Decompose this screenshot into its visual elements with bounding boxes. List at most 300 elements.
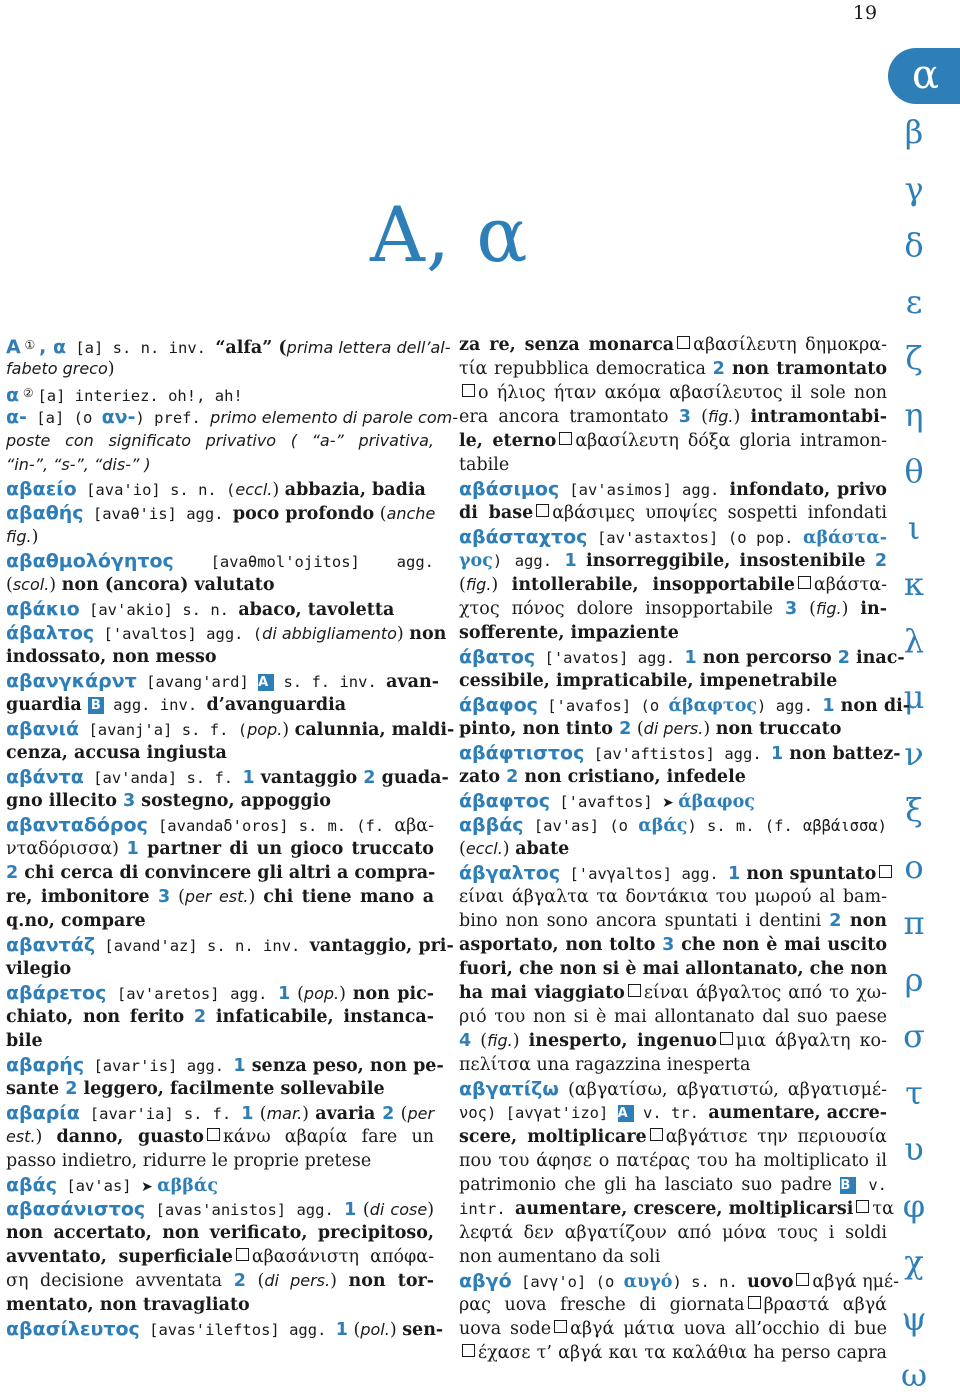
entry-text: le, eterno — [459, 431, 557, 451]
entry-text: βραστά αβγά — [763, 1295, 888, 1315]
entry-text: αβάσιμες υποψίες sospetti infondati — [552, 503, 887, 523]
letter-tab[interactable]: σ — [903, 1017, 925, 1055]
entry-text: scere, moltiplicare — [459, 1127, 647, 1147]
example-marker-icon — [677, 336, 690, 349]
cross-ref-arrow-icon: ➤ — [140, 1179, 158, 1195]
entry-text: fig. — [487, 1031, 513, 1050]
entry-text: mentato, non travagliato — [6, 1295, 250, 1315]
letter-tab[interactable]: μ — [903, 678, 925, 716]
entry-line — [6, 669, 439, 693]
example-marker-icon — [748, 1296, 761, 1309]
sense-badge: A — [258, 674, 274, 691]
entry-text: patrimonio che gli ha lasciato suo padre — [459, 1175, 841, 1195]
letter-tab-active[interactable] — [888, 48, 960, 104]
entry-line — [459, 1173, 887, 1197]
entry-text: αβγά μάτια uova all’occhio di bue — [570, 1319, 887, 1339]
entry-text: pol. — [360, 1320, 390, 1339]
headword: αβάφτιστος — [459, 742, 585, 764]
entry-line — [459, 741, 901, 765]
entry-text: pinto, non tinto — [459, 719, 620, 739]
sense-number: 1 — [241, 1104, 254, 1124]
entry-text: ριό του non si è mai allontanato dal suo paese — [459, 1007, 887, 1027]
entry-line — [6, 789, 434, 813]
letter-tab[interactable]: θ — [904, 452, 924, 490]
sense-number: 1 — [278, 984, 291, 1004]
entry-text: [a] interiez. oh!, ah! — [37, 387, 243, 405]
entry-text: prima lettera dell’al- — [286, 338, 451, 357]
entry-line — [6, 837, 434, 861]
sense-number: 1 — [684, 648, 697, 668]
entry-line — [459, 1101, 887, 1125]
entry-line — [6, 525, 434, 549]
entry-text: [av'anda] s. f. — [83, 769, 243, 787]
sense-number: 1 — [344, 1200, 357, 1220]
entry-text: guada- — [375, 768, 449, 788]
entry-text: sostegno, appoggio — [135, 791, 331, 811]
entry-text: ['avγaltos] agg. — [560, 865, 729, 883]
entry-text: αβα- — [394, 816, 434, 836]
letter-tab[interactable]: ψ — [901, 1299, 927, 1338]
sense-number: 3 — [122, 791, 136, 811]
letter-tab[interactable]: λ — [903, 621, 925, 660]
example-marker-icon — [559, 432, 572, 445]
entry-text: άβαφτος — [668, 696, 758, 716]
entry-line — [6, 597, 434, 621]
example-marker-icon — [650, 1128, 663, 1141]
sense-number: 2 — [829, 911, 842, 931]
sense-number: 1 — [728, 864, 741, 884]
entry-line — [459, 573, 887, 597]
entry-line — [459, 981, 887, 1005]
sense-number: 2 — [382, 1104, 395, 1124]
entry-text: ) — [703, 719, 716, 739]
entry-text: ) s. m. (f. αββάισσα) — [687, 817, 888, 835]
entry-line — [459, 861, 887, 885]
entry-text: ( — [6, 575, 13, 595]
entry-text: senza peso, non pe- — [245, 1056, 444, 1076]
entry-line — [459, 333, 887, 357]
entry-text: ) — [491, 575, 512, 595]
entry-text: ( — [253, 1104, 267, 1124]
entry-text: είναι άβγαλτα τα δοντάκια του μωρού al bam- — [459, 887, 887, 907]
entry-text: ) — [427, 1200, 435, 1220]
entry-text: ) — [396, 624, 410, 644]
entry-line — [459, 1317, 887, 1341]
entry-text: intr. — [459, 1200, 515, 1218]
entry-line — [459, 909, 887, 933]
entry-line — [459, 1053, 887, 1077]
letter-tab[interactable]: κ — [904, 565, 924, 603]
entry-text: avaria — [315, 1104, 383, 1124]
entry-text: d’avanguardia — [206, 695, 347, 715]
entry-line — [459, 1221, 887, 1245]
entry-text: [avaθ'is] agg. — [83, 505, 233, 523]
entry-text: non — [841, 911, 888, 931]
sense-number: 2 — [619, 719, 632, 739]
entry-text: fig. — [465, 575, 492, 594]
letter-tab[interactable]: ι — [907, 508, 921, 547]
entry-text: έχασε τ’ αβγά και τα καλάθια ha perso capra — [478, 1343, 887, 1363]
entry-text: αβασίλευτη δόξα gloria intramon- — [575, 431, 888, 451]
example-marker-icon — [879, 865, 892, 878]
entry-line — [6, 621, 447, 645]
sense-number: 2 — [65, 1079, 78, 1099]
entry-line — [459, 837, 887, 861]
entry-line — [459, 885, 887, 909]
entry-text: ) — [502, 839, 516, 859]
entry-text: cessibile, impraticabile, impenetrabile — [459, 671, 838, 691]
entry-text: που του άφησε ο πατέρας του ha moltiplicato il — [459, 1151, 887, 1171]
entry-line — [6, 885, 434, 909]
entry-text: ['avatos] agg. — [535, 649, 685, 667]
letter-tab[interactable]: φ — [902, 1186, 926, 1225]
entry-text: [av'aftistos] agg. — [584, 745, 771, 763]
example-marker-icon — [462, 1344, 475, 1357]
entry-text: bile — [6, 1031, 43, 1051]
headword: αβαθής — [6, 502, 84, 524]
headword: α- — [6, 406, 27, 428]
entry-line — [459, 669, 887, 693]
sense-number: 1 — [126, 839, 139, 859]
entry-text: αβάστα- — [813, 575, 887, 595]
entry-text: in- — [860, 599, 888, 619]
example-marker-icon — [554, 1320, 567, 1333]
example-marker-icon — [462, 384, 475, 397]
entry-text: non di- — [834, 696, 911, 716]
entry-text: [avar'ia] s. f. — [79, 1105, 242, 1123]
letter-tab[interactable]: π — [903, 904, 925, 942]
entry-text: danno, guasto — [56, 1127, 204, 1147]
entry-text: indossato, non messo — [6, 647, 217, 667]
headword: άβαλτος — [6, 622, 95, 644]
headword: αβαθμολόγητος — [6, 550, 174, 572]
sense-number: 1 — [335, 1320, 348, 1340]
entry-line — [6, 861, 434, 885]
entry-text: τα — [872, 1199, 894, 1219]
entry-line — [6, 693, 434, 717]
sense-number: 2 — [874, 551, 887, 571]
entry-text: ( — [690, 407, 708, 427]
letter-tab[interactable]: γ — [904, 169, 924, 208]
entry-text: di base — [459, 503, 534, 523]
entry-text: bino non sono ancora spuntati i dentini — [459, 911, 830, 931]
entry-line — [6, 813, 434, 837]
entry-text: [av'as] (ο — [523, 817, 639, 835]
entry-text: ( — [347, 1320, 361, 1340]
entry-text: uova sode — [459, 1319, 552, 1339]
entry-text: ha mai viaggiato — [459, 983, 625, 1003]
entry-line — [6, 333, 451, 358]
headword: , α — [39, 336, 66, 358]
headword: άβατος — [459, 646, 536, 668]
entry-text: ['avafos] (ο — [537, 697, 669, 715]
entry-text: fig. — [816, 599, 842, 618]
entry-line — [459, 525, 887, 549]
entry-text: ) — [841, 599, 861, 619]
sense-number: 3 — [157, 887, 171, 907]
entry-text: insorreggibile, insostenibile — [576, 551, 875, 571]
entry-text: aumentare, accre- — [708, 1103, 887, 1123]
headword: αβαείο — [6, 478, 77, 500]
entry-text: fig. — [6, 527, 32, 546]
entry-line — [6, 1245, 434, 1269]
entry-text: “in-”, “s-”, “dis-” ) — [6, 455, 151, 474]
sense-badge: B — [840, 1177, 856, 1194]
entry-text: guardia — [6, 695, 88, 715]
entry-text: inac- — [849, 648, 905, 668]
entry-line — [6, 957, 434, 981]
entry-text: abate — [515, 839, 570, 859]
entry-line — [6, 1221, 434, 1245]
entry-text: ① — [20, 338, 40, 352]
sense-number: 3 — [785, 599, 798, 619]
entry-line — [6, 1053, 444, 1077]
entry-text: zato — [459, 767, 507, 787]
entry-text: avventato, superficiale — [6, 1247, 233, 1267]
entry-line — [6, 1173, 434, 1197]
entry-text: [avas'anistos] agg. — [145, 1201, 345, 1219]
entry-line — [6, 1101, 434, 1125]
entry-text: μια άβγαλτη κο- — [735, 1031, 887, 1051]
entry-text: ( — [471, 1031, 488, 1051]
entry-text: ( — [170, 887, 185, 907]
entry-line — [459, 765, 887, 789]
headword: αβάκιο — [6, 598, 80, 620]
entry-text: per — [407, 1104, 435, 1123]
headword: αβάντα — [6, 766, 84, 788]
entry-line — [459, 429, 887, 453]
entry-text: ( — [459, 839, 466, 859]
entry-text: era ancora tramontato — [459, 407, 679, 427]
entry-line — [459, 381, 887, 405]
entry-text: ② — [19, 386, 38, 400]
entry-line — [6, 405, 458, 429]
entry-text: ) — [339, 984, 353, 1004]
entry-line — [459, 405, 887, 429]
letter-tab[interactable]: υ — [904, 1130, 924, 1168]
entry-text: ( — [356, 1200, 370, 1220]
entry-text: νταδόρισσα) — [6, 839, 127, 859]
entry-text: non tramontato — [724, 359, 888, 379]
entry-line — [459, 549, 887, 573]
entry-text: [av'aretos] agg. — [106, 985, 279, 1003]
entry-text: mar. — [266, 1104, 303, 1123]
example-marker-icon — [796, 1273, 809, 1286]
entry-text: leggero, facilmente sollevabile — [77, 1079, 385, 1099]
entry-line — [6, 477, 434, 501]
headword: άβαφος — [459, 694, 538, 716]
letter-tab[interactable]: ω — [900, 1356, 928, 1394]
sense-number: 2 — [6, 863, 19, 883]
entry-line — [459, 477, 887, 501]
cross-ref-arrow-icon: ➤ — [662, 795, 679, 811]
entry-text: di cose — [369, 1200, 428, 1219]
entry-text: γος — [459, 551, 493, 571]
entry-text: di pers. — [643, 719, 704, 738]
headword: άβγαλτος — [459, 862, 561, 884]
entry-line — [459, 501, 887, 525]
sense-number: 1 — [822, 696, 835, 716]
entry-line — [6, 909, 434, 933]
letter-tab[interactable]: ο — [904, 847, 924, 886]
entry-text: ) — [389, 1320, 403, 1340]
entry-text: [av'as] — [56, 1177, 141, 1195]
example-marker-icon — [236, 1248, 249, 1261]
entry-text: non pic- — [352, 984, 435, 1004]
entry-text: cenza, accusa ingiusta — [6, 743, 227, 763]
entry-text: αβγάτισε την περιουσία — [665, 1127, 887, 1147]
entry-text: ) — [31, 527, 39, 547]
entry-text: fuori, che non si è mai allontanato, che non — [459, 959, 888, 979]
entry-text: gno illecito — [6, 791, 123, 811]
entry-text: non tor- — [348, 1271, 435, 1291]
entry-text: passo indietro, ridurre le proprie pretese — [6, 1151, 372, 1171]
letter-tab[interactable]: ρ — [904, 960, 924, 999]
entry-text: νος) [avγat'izo] — [459, 1104, 618, 1122]
letter-tab[interactable]: ε — [905, 282, 923, 321]
entry-text: aumentare, crescere, moltiplicarsi — [515, 1199, 854, 1219]
entry-text: ) — [330, 1271, 349, 1291]
entry-line — [6, 453, 434, 477]
letter-tab[interactable]: τ — [905, 1073, 923, 1112]
entry-line — [459, 933, 887, 957]
entry-text: infaticabile, instanca- — [206, 1007, 434, 1027]
entry-line — [6, 933, 454, 957]
entry-text: αβάς — [638, 816, 688, 836]
entry-text: τία repubblica democratica — [459, 359, 713, 379]
entry-text: avan- — [386, 672, 439, 692]
entry-text: pop. — [247, 720, 283, 739]
entry-text: fig. — [707, 407, 734, 426]
headword: α — [6, 384, 20, 406]
entry-text: αβγά ημέ- — [812, 1272, 900, 1292]
entry-text: inesperto, ingenuo — [528, 1031, 717, 1051]
entry-text: [avand'az] s. n. inv. — [95, 937, 310, 955]
headword: αβανιά — [6, 718, 80, 740]
entry-line — [6, 381, 434, 405]
right-column — [459, 333, 911, 1365]
entry-line — [6, 645, 434, 669]
entry-line — [6, 1125, 434, 1149]
sense-number: 1 — [242, 768, 255, 788]
example-marker-icon — [856, 1200, 869, 1213]
headword: αβάς — [6, 1174, 57, 1196]
entry-line — [6, 765, 449, 789]
entry-text: est. — [6, 1127, 36, 1146]
entry-line — [459, 957, 887, 981]
letter-tab[interactable]: χ — [904, 1243, 924, 1281]
entry-line — [459, 1197, 894, 1221]
entry-text: [ava'io] s. n. ( — [76, 481, 236, 499]
entry-text: v. tr. — [633, 1104, 709, 1122]
entry-text: ) — [107, 359, 115, 379]
entry-text: ) — [512, 1031, 529, 1051]
entry-line — [459, 813, 887, 837]
letter-tab[interactable]: ν — [904, 734, 924, 773]
entry-text: tabile — [459, 455, 510, 475]
entry-text: πελίτσα una ragazzina inesperta — [459, 1055, 751, 1075]
entry-text: ( — [394, 1104, 408, 1124]
active-letter: α — [912, 52, 940, 98]
headword: αββάς — [459, 814, 524, 836]
entry-line — [459, 1269, 900, 1293]
entry-text: re, imbonitore — [6, 887, 158, 907]
entry-line — [6, 1269, 434, 1293]
entry-text: ( — [290, 984, 304, 1004]
entry-text: di abbigliamento — [262, 624, 397, 643]
sense-number: 2 — [363, 768, 376, 788]
sense-number: 1 — [770, 744, 784, 764]
letter-tab[interactable]: δ — [904, 226, 924, 264]
entry-text: intollerabile, insopportabile — [511, 575, 795, 595]
entry-text: non accertato, non verificato, precipitoso, — [6, 1223, 434, 1243]
entry-line — [6, 573, 434, 597]
entry-text: ) s. n. — [672, 1273, 748, 1291]
entry-text: ) — [248, 887, 264, 907]
entry-text: [avγ'o] (ο — [511, 1273, 624, 1291]
entry-line — [459, 357, 887, 381]
entry-text: non aumentano da soli — [459, 1247, 661, 1267]
entry-line — [6, 549, 434, 573]
entry-text: poste con significato privativo ( “a-” privativa, — [6, 431, 434, 450]
entry-text: scol. — [12, 575, 50, 594]
example-marker-icon — [628, 984, 641, 997]
entry-text: χτος πόνος dolore insopportabile — [459, 599, 786, 619]
entry-line — [6, 1005, 434, 1029]
entry-text: ( — [245, 1271, 265, 1291]
entry-text: ση decisione avventata — [6, 1271, 234, 1291]
headword: αβασίλευτος — [6, 1318, 140, 1340]
example-marker-icon — [536, 504, 549, 517]
letter-tab[interactable]: ξ — [905, 791, 923, 829]
sense-number: 2 — [506, 767, 519, 787]
letter-tab[interactable]: ζ — [905, 339, 923, 377]
example-marker-icon — [207, 1128, 220, 1141]
entry-text: ( — [459, 575, 466, 595]
entry-text: [avar'is] agg. — [84, 1057, 234, 1075]
entry-text: non percorso — [696, 648, 838, 668]
left-column — [6, 333, 458, 1341]
entry-text: q.no, compare — [6, 911, 146, 931]
entry-text: ['avaltos] agg. ( — [94, 625, 263, 643]
entry-line — [6, 357, 434, 381]
entry-line — [459, 1125, 887, 1149]
entry-text: ) — [272, 480, 285, 500]
letter-tab[interactable]: β — [904, 113, 924, 151]
entry-line — [6, 717, 455, 741]
headword: αβασάνιστος — [6, 1198, 146, 1220]
entry-text: partner di un gioco truccato — [138, 839, 434, 859]
headword: αβγατίζω — [459, 1078, 559, 1100]
entry-text: asportato, non tolto — [459, 935, 663, 955]
entry-text: infondato, privo — [729, 480, 887, 500]
entry-text: vantaggio — [254, 768, 364, 788]
headword: αβγό — [459, 1270, 512, 1292]
entry-text: za re, senza monarca — [459, 335, 675, 355]
entry-text: ο ήλιος ήταν ακόμα αβασίλευτος il sole non — [478, 383, 887, 403]
entry-text: calunnia, maldi- — [294, 720, 455, 740]
entry-text: uovo — [747, 1272, 794, 1292]
entry-text: αβασάνιστη απόφα- — [251, 1247, 434, 1267]
entry-line — [6, 981, 434, 1005]
example-marker-icon — [720, 1032, 733, 1045]
entry-text: ) agg. — [492, 552, 565, 570]
letter-tab[interactable]: η — [904, 395, 924, 434]
entry-text: di pers. — [264, 1271, 331, 1290]
entry-line — [459, 1005, 887, 1029]
entry-text: ) — [35, 1127, 57, 1147]
entry-line — [6, 1077, 434, 1101]
